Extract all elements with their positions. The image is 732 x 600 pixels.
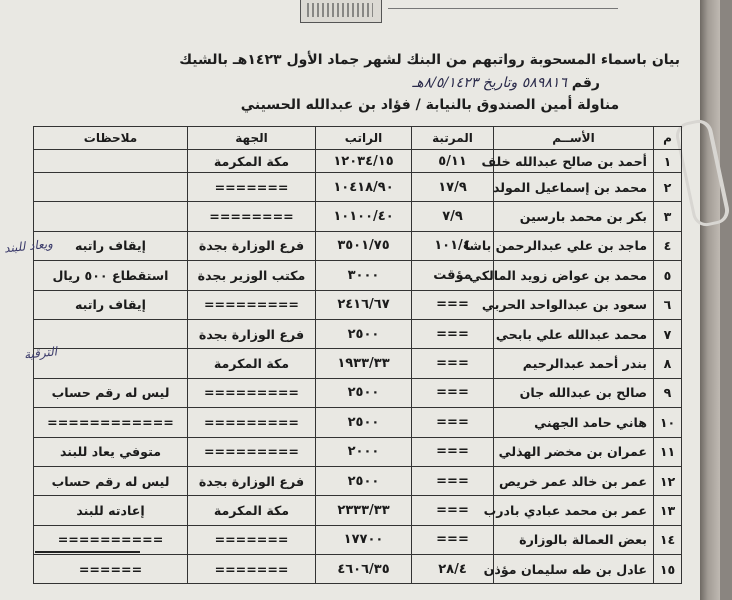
row-department: مكتب الوزير بجدة <box>188 261 316 290</box>
logo-icon <box>307 3 373 17</box>
row-name: محمد عبدالله علي بابحي <box>494 319 654 348</box>
table-row <box>34 150 682 173</box>
table-row <box>34 261 682 290</box>
header-salary: الراتب <box>316 127 412 150</box>
table-row <box>34 290 682 319</box>
row-name: أحمد بن صالح عبدالله خلف <box>494 150 654 173</box>
header-rank: المرتبة <box>412 127 494 150</box>
reference-handwritten: ٥٨٩٨١٦ وتاريخ ٨/٥/١٤٢٣هـ <box>412 75 567 91</box>
row-rank: ٥/١١ <box>412 150 494 173</box>
row-index: ١٠ <box>654 408 682 437</box>
row-salary: ٢٠٠٠ <box>316 437 412 466</box>
row-notes: إعادته للبند <box>34 496 188 525</box>
header-notes: ملاحظات <box>34 127 188 150</box>
row-name: سعود بن عبدالواحد الحربي <box>494 290 654 319</box>
row-name: بكر بن محمد بارسين <box>494 202 654 231</box>
row-rank: ٢٨/٤ <box>412 555 494 584</box>
table-row <box>34 319 682 348</box>
salary-table <box>33 126 682 584</box>
row-name: عمران بن مخضر الهذلي <box>494 437 654 466</box>
row-index: ٩ <box>654 378 682 407</box>
row-name: هاني حامد الجهني <box>494 408 654 437</box>
row-salary: ٢٥٠٠ <box>316 319 412 348</box>
row-rank: === <box>412 349 494 378</box>
row-rank: ١٧/٩ <box>412 173 494 202</box>
row-notes: ====== <box>34 555 188 584</box>
header-index: م <box>654 127 682 150</box>
row-salary: ١٠٤١٨/٩٠ <box>316 173 412 202</box>
row-rank: ١٠١/٤ <box>412 231 494 260</box>
row-rank: === <box>412 408 494 437</box>
row-index: ٢ <box>654 173 682 202</box>
row-rank: مؤقت <box>412 261 494 290</box>
row-index: ١ <box>654 150 682 173</box>
row-notes: ============ <box>34 408 188 437</box>
row-name: صالح بن عبدالله جان <box>494 378 654 407</box>
document-reference <box>300 75 600 91</box>
row-salary: ٤٦٠٦/٣٥ <box>316 555 412 584</box>
row-department: مكة المكرمة <box>188 496 316 525</box>
row-salary: ٢٤١٦/٦٧ <box>316 290 412 319</box>
row-index: ١٣ <box>654 496 682 525</box>
table-row <box>34 378 682 407</box>
row-name: محمد بن عواض زويد المالكي <box>494 261 654 290</box>
row-salary: ٣٥٠١/٧٥ <box>316 231 412 260</box>
row-notes <box>34 319 188 348</box>
table-row <box>34 231 682 260</box>
row-department: ======= <box>188 555 316 584</box>
row-salary: ٣٠٠٠ <box>316 261 412 290</box>
row-index: ٧ <box>654 319 682 348</box>
row-salary: ١٧٧٠٠ <box>316 525 412 554</box>
row-rank: === <box>412 466 494 495</box>
document-subtitle: مناولة أمين الصندوق بالنيابة / فؤاد بن عبدالله الحسيني <box>240 97 620 113</box>
row-salary: ١٠١٠٠/٤٠ <box>316 202 412 231</box>
row-index: ١٤ <box>654 525 682 554</box>
table-row <box>34 173 682 202</box>
row-index: ٨ <box>654 349 682 378</box>
row-notes: ليس له رقم حساب <box>34 466 188 495</box>
row-department: فرع الوزارة بجدة <box>188 466 316 495</box>
row-notes: استقطاع ٥٠٠ ريال <box>34 261 188 290</box>
row-department: ========= <box>188 378 316 407</box>
header-name: الأســم <box>494 127 654 150</box>
row-name: عادل بن طه سليمان مؤذن <box>494 555 654 584</box>
row-name: ماجد بن علي عبدالرحمن باشا <box>494 231 654 260</box>
row-department: مكة المكرمة <box>188 150 316 173</box>
row-notes: ========== <box>34 525 188 554</box>
table-row <box>34 496 682 525</box>
table-row <box>34 437 682 466</box>
row-rank: === <box>412 496 494 525</box>
row-salary: ٢٥٠٠ <box>316 378 412 407</box>
row-name: بندر أحمد عبدالرحيم <box>494 349 654 378</box>
row-index: ٥ <box>654 261 682 290</box>
row-name: عمر بن خالد عمر خريص <box>494 466 654 495</box>
row-notes: إيقاف راتبه <box>34 231 188 260</box>
letterhead-rule <box>388 8 618 9</box>
row-index: ٤ <box>654 231 682 260</box>
row-notes <box>34 202 188 231</box>
margin-note-row7: الترقية <box>23 344 58 362</box>
row-department: فرع الوزارة بجدة <box>188 319 316 348</box>
row-salary: ١٩٣٣/٣٣ <box>316 349 412 378</box>
page-stack-edge <box>700 0 720 600</box>
row-department: ========= <box>188 290 316 319</box>
table-row <box>34 555 682 584</box>
row-index: ٣ <box>654 202 682 231</box>
row-notes <box>34 150 188 173</box>
row-department: مكة المكرمة <box>188 349 316 378</box>
row-index: ١٥ <box>654 555 682 584</box>
header-department: الجهة <box>188 127 316 150</box>
letterhead-logo <box>300 0 382 23</box>
row-department: ======= <box>188 173 316 202</box>
table-row <box>34 349 682 378</box>
row-index: ٦ <box>654 290 682 319</box>
row-name: بعض العمالة بالوزارة <box>494 525 654 554</box>
row-rank: ٧/٩ <box>412 202 494 231</box>
row-rank: === <box>412 319 494 348</box>
row-department: ======= <box>188 525 316 554</box>
table-row <box>34 466 682 495</box>
row-department: فرع الوزارة بجدة <box>188 231 316 260</box>
row-salary: ٢٣٣٣/٣٣ <box>316 496 412 525</box>
row-notes: إيقاف راتبه <box>34 290 188 319</box>
table-row <box>34 408 682 437</box>
row-department: ========= <box>188 437 316 466</box>
row-index: ١٢ <box>654 466 682 495</box>
document-title: بيان باسماء المسحوبة رواتبهم من البنك لشهر جماد الأول ١٤٢٣هـ بالشيك <box>179 52 680 68</box>
row-department: ======== <box>188 202 316 231</box>
row-department: ========= <box>188 408 316 437</box>
row-salary: ١٢٠٣٤/١٥ <box>316 150 412 173</box>
table-header-row <box>34 127 682 150</box>
row-name: عمر بن محمد عبادي بادرب <box>494 496 654 525</box>
handwritten-underline <box>35 551 140 553</box>
row-notes <box>34 173 188 202</box>
row-rank: === <box>412 378 494 407</box>
row-rank: === <box>412 290 494 319</box>
row-index: ١١ <box>654 437 682 466</box>
row-name: محمد بن إسماعيل المولد <box>494 173 654 202</box>
reference-label: رقم <box>571 75 600 91</box>
row-salary: ٢٥٠٠ <box>316 466 412 495</box>
row-notes: متوفي يعاد للبند <box>34 437 188 466</box>
margin-note-row4: ويعاد للبند <box>3 236 54 256</box>
row-rank: === <box>412 525 494 554</box>
row-salary: ٢٥٠٠ <box>316 408 412 437</box>
row-notes: ليس له رقم حساب <box>34 378 188 407</box>
row-rank: === <box>412 437 494 466</box>
table-row <box>34 202 682 231</box>
